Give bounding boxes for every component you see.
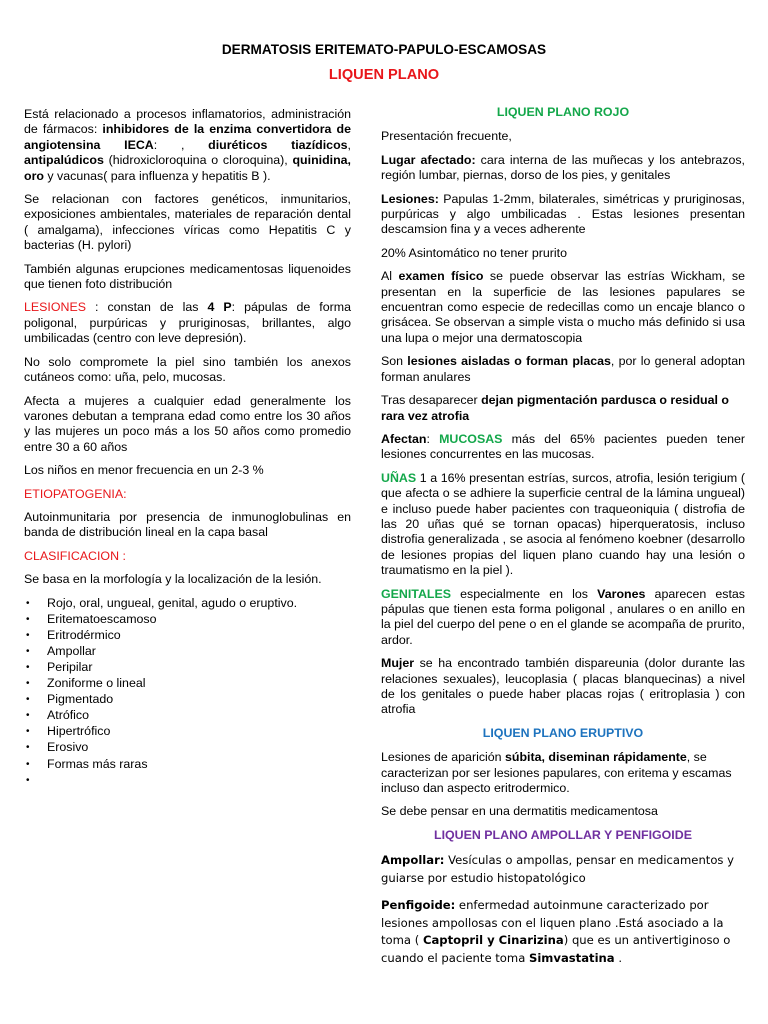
list-item: • — [26, 774, 30, 786]
age-paragraph: Afecta a mujeres a cualquier edad generalmente los varones debutan a temprana edad como entre los 30 años y las mujeres un poco más a los 50 años como promedio entre 30 a 60 años — [24, 393, 351, 454]
etiopathogenesis-text: Autoinmunitaria por presencia de inmunoglobulinas en banda de distribución lineal en la capa basal — [24, 509, 351, 540]
list-item: • Erosivo — [26, 740, 89, 755]
pemphigoid-paragraph: Penfigoide: enfermedad autoinmune caracterizado por lesiones ampollosas con el liquen plano .Está asociado a la toma ( Captopril y Cinarizina) que es un antivertiginoso o cuando el paciente toma Simvastatina . — [381, 897, 731, 966]
classification-list — [24, 596, 351, 789]
list-item: • Atrófico — [26, 708, 90, 723]
heading-liquen-ampollar: LIQUEN PLANO AMPOLLAR Y PENFIGOIDE — [434, 827, 692, 842]
plaques-paragraph: Son lesiones aisladas o forman placas, por lo general adoptan forman anulares — [381, 354, 745, 384]
heading-liquen-rojo: LIQUEN PLANO ROJO — [496, 105, 630, 119]
annexes-paragraph: No solo compromete la piel sino también los anexos cutáneos como: uña, pelo, mucosas. — [24, 354, 351, 385]
list-item: • Rojo, oral, ungueal, genital, agudo o eruptivo. — [26, 595, 298, 610]
exam-paragraph: Al examen físico se puede observar las estrías Wickham, se presentan en la superficie de las lesiones papulares se encuentran como especie de redecillas como un encaje blanco o grisácea. Se observan a simple vista o mucho más definido si usa una lupa o mejor una dermatoscopia — [381, 269, 745, 345]
frequency-paragraph: Presentación frecuente, — [381, 129, 512, 144]
right-column — [381, 105, 745, 977]
drug-dermatitis-paragraph: Se debe pensar en una dermatitis medicamentosa — [381, 804, 658, 819]
list-item: • Eritematoescamoso — [26, 611, 157, 626]
children-paragraph: Los niños en menor frecuencia en un 2-3 % — [24, 463, 264, 478]
nails-paragraph: UÑAS 1 a 16% presentan estrías, surcos, atrofia, lesión terigium ( que afecta o se adhiere la superficie central de la lámina ungueal) e incluso puede haber pacientes con traqueoniquia ( distrofia de las 20 uñas qué se tornan opacas) hiperqueratosis, incluso distrofia generalizada , se asocia al fenómeno koebner (desarrollo de lesiones propias del liquen plano cuando hay una lesión o traumatismo en la piel ). — [381, 470, 745, 578]
mucosas-paragraph: Afectan: MUCOSAS más del 65% pacientes pueden tener lesiones concurrentes en las mucosas. — [381, 431, 745, 462]
left-column — [24, 107, 351, 789]
classification-heading: CLASIFICACION : — [24, 548, 126, 563]
document-subtitle: LIQUEN PLANO — [328, 67, 440, 83]
classification-text: Se basa en la morfología y la localización de la lesión. — [24, 572, 322, 587]
eruptions-paragraph: También algunas erupciones medicamentosas liquenoides que tienen foto distribución — [24, 261, 351, 292]
women-paragraph: Mujer se ha encontrado también dispareunia (dolor durante las relaciones sexuales), leucoplasia ( placas blanquecinas) a nivel de los genitales o puede haber placas rojas ( eritroplasia ) con atrofia — [381, 656, 745, 717]
list-item: • Ampollar — [26, 643, 96, 658]
lesions-paragraph: Lesiones: Papulas 1-2mm, bilaterales, simétricas y pruriginosas, purpúricas y algo umbilicadas . Estas lesiones presentan descamsion fina y a veces adherente — [381, 191, 745, 237]
genitals-paragraph: GENITALES especialmente en los Varones aparecen estas pápulas que tienen esta forma poligonal , anulares o en anillo en la piel del cuerpo del pene o en el glande se acompaña de prurito, ardor. — [381, 586, 745, 647]
list-item: • Eritrodérmico — [26, 627, 121, 642]
eruptive-paragraph: Lesiones de aparición súbita, diseminan rápidamente, se caracterizan por ser lesiones papulares, con eritema y escamas incluso dan aspecto eritrodermico. — [381, 750, 732, 796]
factors-paragraph: Se relacionan con factores genéticos, inmunitarios, exposiciones ambientales, materiales de reparación dental ( amalgama), infecciones víricas como Hepatitis C y bacterias (H. pylori) — [24, 192, 351, 253]
ampollar-paragraph: Ampollar: Vesículas o ampollas, pensar en medicamentos y guiarse por estudio histopatológico — [381, 853, 735, 886]
etiopathogenesis-heading: ETIOPATOGENIA: — [24, 486, 127, 501]
heading-liquen-eruptivo: LIQUEN PLANO ERUPTIVO — [482, 725, 644, 740]
pigmentation-paragraph: Tras desaparecer dejan pigmentación pardusca o residual o rara vez atrofia — [381, 393, 729, 423]
list-item: • Hipertrófico — [26, 724, 111, 739]
location-paragraph: Lugar afectado: cara interna de las muñecas y los antebrazos, región lumbar, piernas, dorso de los pies, y genitales — [381, 152, 745, 183]
list-item: • Pigmentado — [26, 692, 114, 707]
list-item: • Formas más raras — [26, 756, 148, 771]
document-title: DERMATOSIS ERITEMATO-PAPULO-ESCAMOSAS — [221, 42, 547, 57]
lesions-paragraph: LESIONES : constan de las 4 P: pápulas de forma poligonal, purpúricas y pruriginosas, brillantes, algo umbilicadas (centro con leve depresión). — [24, 300, 351, 346]
list-item: • Peripilar — [26, 659, 93, 674]
asymptomatic-paragraph: 20% Asintomático no tener prurito — [381, 245, 567, 260]
list-item: • Zoniforme o lineal — [26, 676, 146, 691]
intro-paragraph: Está relacionado a procesos inflamatorios, administración de fármacos: inhibidores de la enzima convertidora de angiotensina IECA: , diuréticos tiazídicos, antipalúdicos (hidroxicloroquina o cloroquina), quinidina, oro y vacunas( para influenza y hepatitis B ). — [24, 107, 351, 183]
